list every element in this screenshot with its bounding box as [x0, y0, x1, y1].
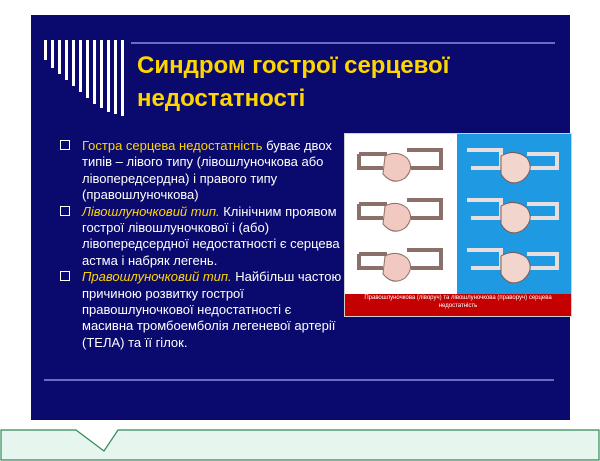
bullet-item-1 [60, 138, 345, 204]
speech-callout-shape [0, 413, 600, 461]
slide-title-line-1: Синдром гострої серцевої [137, 52, 450, 79]
bullet-text: Клінічним проявом гострої лівошлуночкової і (або) лівопередсердної недостатності є серцева астма і набряк легень. [82, 203, 340, 268]
title-divider [131, 42, 555, 44]
bullet-lead: Лівошлуночковий тип. [82, 203, 220, 219]
bullet-lead: Правошлуночковий тип. [82, 269, 232, 285]
footer-divider [44, 379, 554, 381]
bullet-item-2 [60, 204, 345, 270]
square-bullet-icon [60, 140, 70, 150]
bullet-item-3 [60, 269, 345, 351]
heart-failure-illustration [344, 133, 572, 317]
illustration-left-panel [345, 134, 455, 294]
bullet-lead: Гостра серцева недостатність [82, 138, 263, 153]
bullet-list [60, 138, 345, 351]
illustration-right-panel [457, 134, 571, 294]
heart-circulation-diagram-right [457, 134, 571, 294]
square-bullet-icon [60, 271, 70, 281]
square-bullet-icon [60, 206, 70, 216]
illustration-caption: Правошлуночкова (лівоpуч) та лівошлуночкова (праворуч) серцева недостатність [345, 294, 571, 316]
decorative-stripes [44, 40, 129, 116]
bullet-text: буває двох типів – лівого типу (лівошлуночкова або лівопередсердна) і правого типу (правошлуночкова) [82, 138, 332, 203]
bullet-text: Найбільш частою причиною розвитку гострої правошлуночкової недостатності є масивна тромбоемболія легеневої артерії (ТЕЛА) та її гілок. [82, 269, 342, 350]
slide-title-line-2: недостатності [137, 85, 306, 112]
heart-circulation-diagram-left [345, 134, 455, 294]
slide-title [137, 49, 537, 115]
